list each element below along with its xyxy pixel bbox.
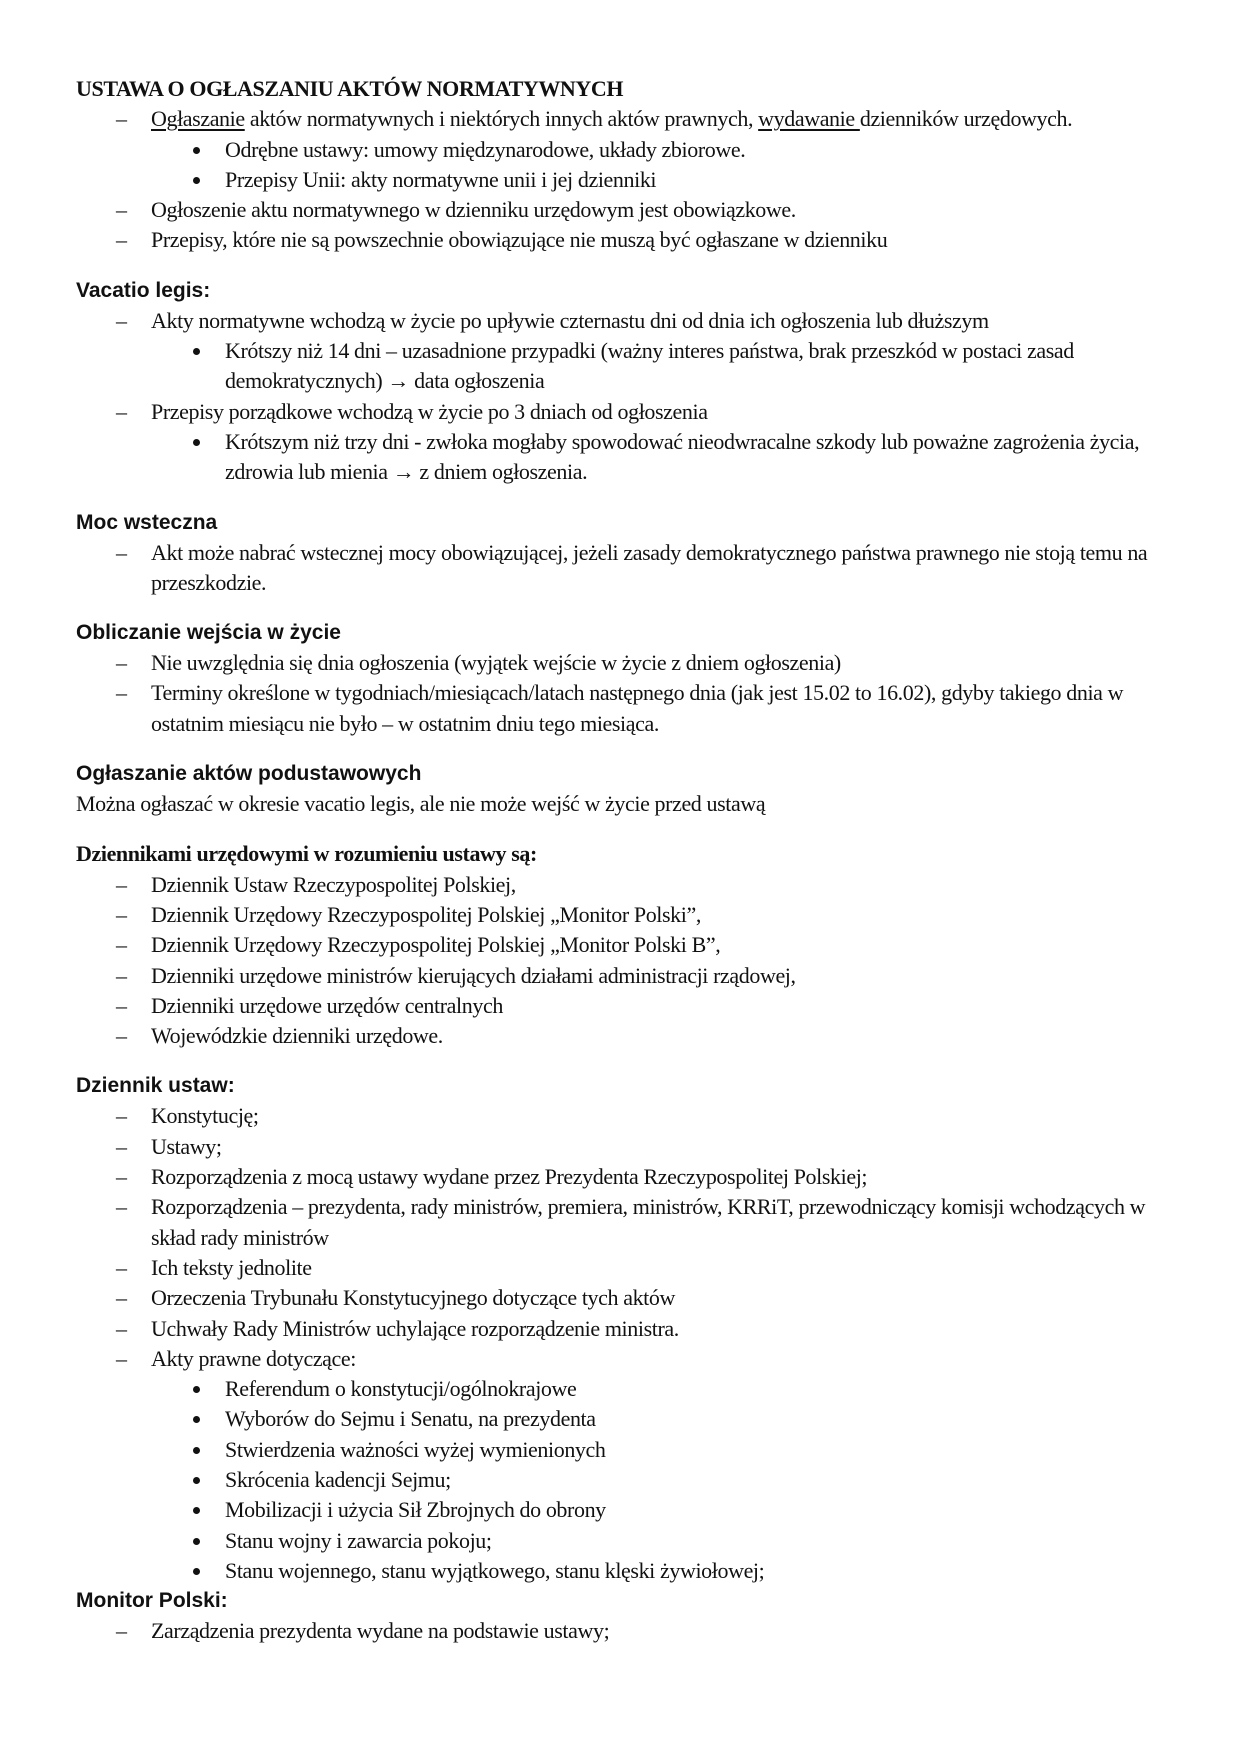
section-heading-monitor: Monitor Polski: bbox=[76, 1589, 228, 1613]
list-item: – Akty prawne dotyczące: bbox=[76, 1344, 1166, 1374]
bullet-item: Referendum o konstytucji/ogólnokrajowe bbox=[76, 1374, 1166, 1404]
bullet-item: Mobilizacji i użycia Sił Zbrojnych do obrony bbox=[76, 1495, 1166, 1525]
item-text: dzienników urzędowych. bbox=[859, 106, 1073, 132]
document-title: USTAWA O OGŁASZANIU AKTÓW NORMATYWNYCH bbox=[76, 76, 624, 101]
list-item: – Ustawy; bbox=[76, 1132, 1166, 1162]
document-page bbox=[76, 74, 1166, 1646]
bullet-item: Krótszym niż trzy dni - zwłoka mogłaby spowodować nieodwracalne szkody lub poważne zagrożenia życia, zdrowia lub mienia → z dniem ogłoszenia. bbox=[76, 427, 1166, 488]
list-item: – Rozporządzenia z mocą ustawy wydane przez Prezydenta Rzeczypospolitej Polskiej; bbox=[76, 1162, 1166, 1192]
bullet-item: Odrębne ustawy: umowy międzynarodowe, układy zbiorowe. bbox=[76, 135, 1166, 165]
list-item: – Rozporządzenia – prezydenta, rady ministrów, premiera, ministrów, KRRiT, przewodniczący komisji wchodzących w skład rady ministrów bbox=[76, 1192, 1166, 1253]
bullet-item: Stanu wojennego, stanu wyjątkowego, stanu klęski żywiołowej; bbox=[76, 1556, 1166, 1586]
paragraph: Można ogłaszać w okresie vacatio legis, ale nie może wejść w życie przed ustawą bbox=[76, 791, 766, 817]
section-heading-dziennik-ustaw: Dziennik ustaw: bbox=[76, 1074, 235, 1098]
list-item: – Konstytucję; bbox=[76, 1101, 1166, 1131]
list-item: – Zarządzenia prezydenta wydane na podstawie ustawy; bbox=[76, 1616, 1166, 1646]
list-item: – Wojewódzkie dzienniki urzędowe. bbox=[76, 1021, 1166, 1051]
section-heading-obliczanie: Obliczanie wejścia w życie bbox=[76, 621, 341, 645]
list-item: – Dzienniki urzędowe ministrów kierujących działami administracji rządowej, bbox=[76, 961, 1166, 991]
underlined-term: wydawanie bbox=[758, 106, 860, 132]
list-item: – Akt może nabrać wstecznej mocy obowiązującej, jeżeli zasady demokratycznego państwa prawnego nie stoją temu na przeszkodzie. bbox=[76, 538, 1166, 599]
underlined-term: Ogłaszanie bbox=[151, 106, 245, 132]
section-heading-moc: Moc wsteczna bbox=[76, 510, 218, 534]
list-item: – Ich teksty jednolite bbox=[76, 1253, 1166, 1283]
list-item: – Przepisy, które nie są powszechnie obowiązujące nie muszą być ogłaszane w dzienniku bbox=[76, 225, 1166, 255]
bullet-item: Stanu wojny i zawarcia pokoju; bbox=[76, 1526, 1166, 1556]
section-heading-podustawowe: Ogłaszanie aktów podustawowych bbox=[76, 762, 422, 786]
bullet-item: Skrócenia kadencji Sejmu; bbox=[76, 1465, 1166, 1495]
section-heading-dzienniki: Dziennikami urzędowymi w rozumieniu ustawy są: bbox=[76, 841, 537, 867]
section-heading-vacatio: Vacatio legis: bbox=[76, 278, 211, 302]
list-item: – Dziennik Urzędowy Rzeczypospolitej Polskiej „Monitor Polski”, bbox=[76, 900, 1166, 930]
list-item: – Dziennik Urzędowy Rzeczypospolitej Polskiej „Monitor Polski B”, bbox=[76, 930, 1166, 960]
list-item: – Akty normatywne wchodzą w życie po upływie czternastu dni od dnia ich ogłoszenia lub dłuższym bbox=[76, 306, 1166, 336]
list-item: – Dzienniki urzędowe urzędów centralnych bbox=[76, 991, 1166, 1021]
bullet-item: Przepisy Unii: akty normatywne unii i jej dzienniki bbox=[76, 165, 1166, 195]
bullet-item: Wyborów do Sejmu i Senatu, na prezydenta bbox=[76, 1404, 1166, 1434]
bullet-item: Krótszy niż 14 dni – uzasadnione przypadki (ważny interes państwa, brak przeszkód w postaci zasad demokratycznych) → data ogłoszenia bbox=[76, 336, 1166, 397]
list-item: – Przepisy porządkowe wchodzą w życie po 3 dniach od ogłoszenia bbox=[76, 397, 1166, 427]
list-item: – Uchwały Rady Ministrów uchylające rozporządzenie ministra. bbox=[76, 1314, 1166, 1344]
list-item: – Dziennik Ustaw Rzeczypospolitej Polskiej, bbox=[76, 870, 1166, 900]
list-item: – Terminy określone w tygodniach/miesiącach/latach następnego dnia (jak jest 15.02 to 16.02), gdyby takiego dnia w ostatnim miesiącu nie było – w ostatnim dniu tego miesiąca. bbox=[76, 678, 1166, 739]
bullet-item: Stwierdzenia ważności wyżej wymienionych bbox=[76, 1435, 1166, 1465]
list-item: – Orzeczenia Trybunału Konstytucyjnego dotyczące tych aktów bbox=[76, 1283, 1166, 1313]
list-item bbox=[76, 104, 1166, 134]
item-text: aktów normatywnych i niektórych innych aktów prawnych, bbox=[244, 106, 759, 132]
list-item: – Ogłoszenie aktu normatywnego w dzienniku urzędowym jest obowiązkowe. bbox=[76, 195, 1166, 225]
list-item: – Nie uwzględnia się dnia ogłoszenia (wyjątek wejście w życie z dniem ogłoszenia) bbox=[76, 648, 1166, 678]
